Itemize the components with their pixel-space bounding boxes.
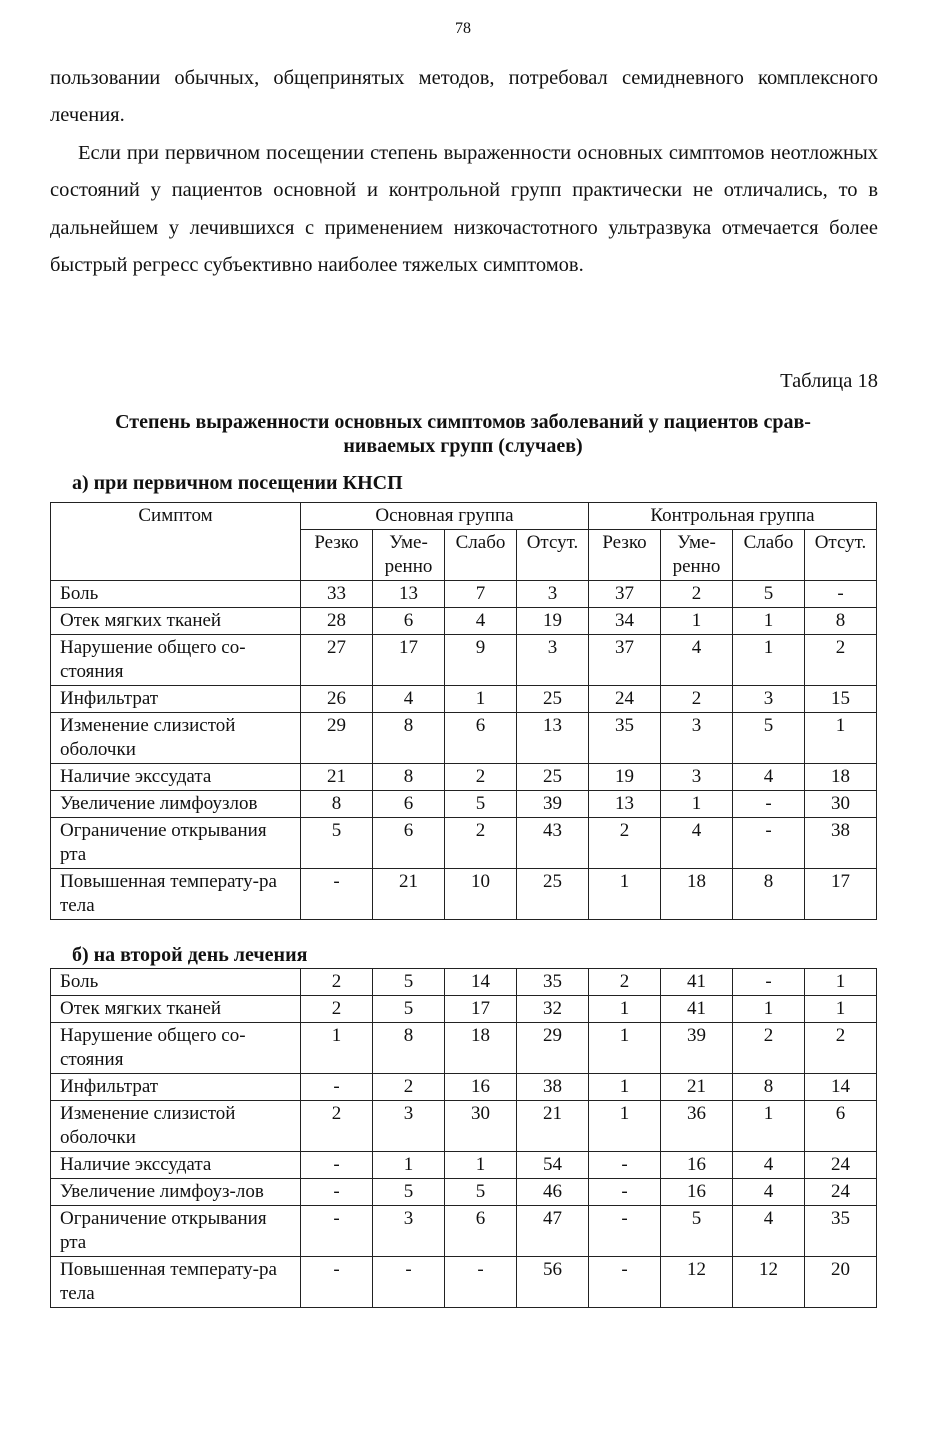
value-cell: - [589,1257,661,1308]
table-label: Таблица 18 [780,370,878,392]
symptoms-table-first-visit [50,502,877,920]
value-cell: 2 [805,635,877,686]
value-cell: 4 [661,635,733,686]
value-cell: 1 [661,608,733,635]
value-cell: 6 [373,818,445,869]
value-cell: 3 [733,686,805,713]
value-cell: 3 [661,764,733,791]
header-main-group: Основная группа [301,503,589,530]
symptom-cell: Боль [51,581,301,608]
value-cell: 25 [517,686,589,713]
value-cell: 8 [373,1023,445,1074]
symptom-cell: Инфильтрат [51,686,301,713]
header-sub: Отсут. [805,530,877,581]
value-cell: 2 [661,686,733,713]
value-cell: 1 [445,686,517,713]
value-cell: 30 [805,791,877,818]
header-row-groups [51,503,877,530]
value-cell: 1 [733,996,805,1023]
header-sub: Отсут. [517,530,589,581]
table-row [51,686,877,713]
value-cell: - [301,1074,373,1101]
value-cell: 9 [445,635,517,686]
value-cell: 2 [445,818,517,869]
table-body-second-day [51,969,877,1308]
header-control-group: Контрольная группа [589,503,877,530]
value-cell: 12 [733,1257,805,1308]
value-cell: 24 [589,686,661,713]
value-cell: - [589,1206,661,1257]
value-cell: 6 [373,608,445,635]
value-cell: 7 [445,581,517,608]
table-row [51,1101,877,1152]
page-number: 78 [455,20,471,37]
value-cell: 25 [517,869,589,920]
value-cell: 1 [733,608,805,635]
header-sub: Уме-ренно [373,530,445,581]
value-cell: 1 [373,1152,445,1179]
value-cell: 3 [517,635,589,686]
value-cell: 4 [733,764,805,791]
table-row [51,1074,877,1101]
table-title-line-2: ниваемых групп (случаев) [343,435,583,457]
value-cell: 5 [373,996,445,1023]
value-cell: 4 [733,1206,805,1257]
header-sub: Слабо [733,530,805,581]
value-cell: 5 [445,1179,517,1206]
table-row [51,1257,877,1308]
value-cell: 27 [301,635,373,686]
value-cell: 25 [517,764,589,791]
symptom-cell: Повышенная температу-ра тела [51,869,301,920]
symptom-cell: Наличие экссудата [51,1152,301,1179]
value-cell: 8 [373,713,445,764]
table-row [51,969,877,996]
value-cell: 38 [517,1074,589,1101]
value-cell: - [301,1257,373,1308]
table-body-first-visit [51,581,877,920]
value-cell: 39 [517,791,589,818]
table-row [51,1206,877,1257]
header-sub: Резко [301,530,373,581]
value-cell: 2 [805,1023,877,1074]
value-cell: 41 [661,969,733,996]
table-row [51,764,877,791]
symptom-cell: Изменение слизистой оболочки [51,1101,301,1152]
symptom-cell: Инфильтрат [51,1074,301,1101]
value-cell: 56 [517,1257,589,1308]
value-cell: 6 [445,713,517,764]
value-cell: 21 [517,1101,589,1152]
value-cell: 1 [589,1101,661,1152]
value-cell: 16 [661,1179,733,1206]
value-cell: 21 [661,1074,733,1101]
value-cell: 17 [373,635,445,686]
value-cell: - [733,969,805,996]
value-cell: - [805,581,877,608]
value-cell: 2 [301,1101,373,1152]
value-cell: 19 [589,764,661,791]
value-cell: 14 [445,969,517,996]
value-cell: 5 [301,818,373,869]
value-cell: 37 [589,635,661,686]
table-row [51,869,877,920]
value-cell: 1 [733,1101,805,1152]
table-row [51,713,877,764]
value-cell: - [373,1257,445,1308]
value-cell: 5 [373,969,445,996]
value-cell: 2 [301,969,373,996]
value-cell: 47 [517,1206,589,1257]
value-cell: 5 [733,713,805,764]
table-row [51,581,877,608]
value-cell: 30 [445,1101,517,1152]
value-cell: 12 [661,1257,733,1308]
value-cell: 13 [517,713,589,764]
value-cell: 2 [589,818,661,869]
table-row [51,996,877,1023]
value-cell: - [301,869,373,920]
value-cell: 21 [301,764,373,791]
value-cell: 1 [805,996,877,1023]
value-cell: 6 [805,1101,877,1152]
table-row [51,1179,877,1206]
value-cell: 5 [373,1179,445,1206]
value-cell: 32 [517,996,589,1023]
value-cell: 3 [373,1101,445,1152]
value-cell: 20 [805,1257,877,1308]
value-cell: 16 [661,1152,733,1179]
value-cell: 54 [517,1152,589,1179]
value-cell: 35 [517,969,589,996]
value-cell: - [301,1152,373,1179]
value-cell: 35 [589,713,661,764]
value-cell: 5 [733,581,805,608]
value-cell: 38 [805,818,877,869]
value-cell: 6 [373,791,445,818]
value-cell: 2 [301,996,373,1023]
value-cell: 13 [589,791,661,818]
header-sub: Резко [589,530,661,581]
value-cell: 41 [661,996,733,1023]
value-cell: 18 [445,1023,517,1074]
value-cell: 4 [373,686,445,713]
section-b-title: б) на второй день лечения [72,944,308,966]
value-cell: 1 [589,996,661,1023]
symptoms-table-second-day [50,968,877,1308]
value-cell: 16 [445,1074,517,1101]
table-title-line-1: Степень выраженности основных симптомов заболеваний у пациентов срав- [115,411,811,433]
value-cell: - [733,818,805,869]
value-cell: - [301,1206,373,1257]
value-cell: 8 [301,791,373,818]
value-cell: 8 [805,608,877,635]
value-cell: 1 [589,1023,661,1074]
value-cell: 29 [517,1023,589,1074]
value-cell: 13 [373,581,445,608]
value-cell: 18 [661,869,733,920]
value-cell: 5 [661,1206,733,1257]
value-cell: 4 [733,1179,805,1206]
value-cell: 3 [661,713,733,764]
symptom-cell: Нарушение общего со-стояния [51,1023,301,1074]
value-cell: - [301,1179,373,1206]
value-cell: 37 [589,581,661,608]
section-a-title: а) при первичном посещении КНСП [72,472,403,494]
table-row [51,1023,877,1074]
value-cell: 1 [805,969,877,996]
value-cell: 1 [733,635,805,686]
value-cell: - [589,1179,661,1206]
table-row [51,1152,877,1179]
value-cell: 3 [373,1206,445,1257]
value-cell: 2 [589,969,661,996]
paragraph-1: пользовании обычных, общепринятых методов, потребовал семидневного комплексного лечения. [50,67,878,127]
value-cell: 21 [373,869,445,920]
value-cell: 8 [733,869,805,920]
value-cell: 24 [805,1152,877,1179]
value-cell: 2 [661,581,733,608]
value-cell: 33 [301,581,373,608]
value-cell: 1 [589,1074,661,1101]
value-cell: 6 [445,1206,517,1257]
value-cell: 24 [805,1179,877,1206]
value-cell: 29 [301,713,373,764]
table-row [51,635,877,686]
value-cell: - [589,1152,661,1179]
value-cell: 17 [805,869,877,920]
value-cell: 10 [445,869,517,920]
symptom-cell: Нарушение общего со-стояния [51,635,301,686]
header-symptom: Симптом [51,503,301,581]
value-cell: 35 [805,1206,877,1257]
symptom-cell: Боль [51,969,301,996]
symptom-cell: Ограничение открывания рта [51,818,301,869]
value-cell: 1 [661,791,733,818]
symptom-cell: Увеличение лимфоузлов [51,791,301,818]
value-cell: - [445,1257,517,1308]
value-cell: 46 [517,1179,589,1206]
table-row [51,608,877,635]
value-cell: 2 [373,1074,445,1101]
symptom-cell: Увеличение лимфоуз-лов [51,1179,301,1206]
value-cell: 28 [301,608,373,635]
value-cell: 2 [445,764,517,791]
value-cell: 4 [445,608,517,635]
value-cell: 3 [517,581,589,608]
header-sub: Уме-ренно [661,530,733,581]
value-cell: 36 [661,1101,733,1152]
value-cell: 4 [733,1152,805,1179]
value-cell: 43 [517,818,589,869]
value-cell: - [733,791,805,818]
value-cell: 18 [805,764,877,791]
table-title [48,410,878,458]
table-row [51,791,877,818]
value-cell: 1 [445,1152,517,1179]
value-cell: 8 [373,764,445,791]
symptom-cell: Изменение слизистой оболочки [51,713,301,764]
value-cell: 17 [445,996,517,1023]
symptom-cell: Отек мягких тканей [51,996,301,1023]
value-cell: 8 [733,1074,805,1101]
value-cell: 26 [301,686,373,713]
value-cell: 14 [805,1074,877,1101]
value-cell: 15 [805,686,877,713]
symptom-cell: Отек мягких тканей [51,608,301,635]
value-cell: 34 [589,608,661,635]
symptom-cell: Наличие экссудата [51,764,301,791]
symptom-cell: Ограничение открывания рта [51,1206,301,1257]
value-cell: 5 [445,791,517,818]
value-cell: 1 [301,1023,373,1074]
table-row [51,818,877,869]
value-cell: 2 [733,1023,805,1074]
body-text [50,60,878,284]
value-cell: 39 [661,1023,733,1074]
value-cell: 19 [517,608,589,635]
symptom-cell: Повышенная температу-ра тела [51,1257,301,1308]
value-cell: 1 [805,713,877,764]
paragraph-2: Если при первичном посещении степень выраженности основных симптомов неотложных состояний у пациентов основной и контрольной групп практически не отличались, то в дальнейшем у лечившихся с применением низкочастотного ультразвука отмечается более быстрый регресс субъективно наиболее тяжелых симптомов. [50,141,878,277]
header-sub: Слабо [445,530,517,581]
value-cell: 1 [589,869,661,920]
value-cell: 4 [661,818,733,869]
